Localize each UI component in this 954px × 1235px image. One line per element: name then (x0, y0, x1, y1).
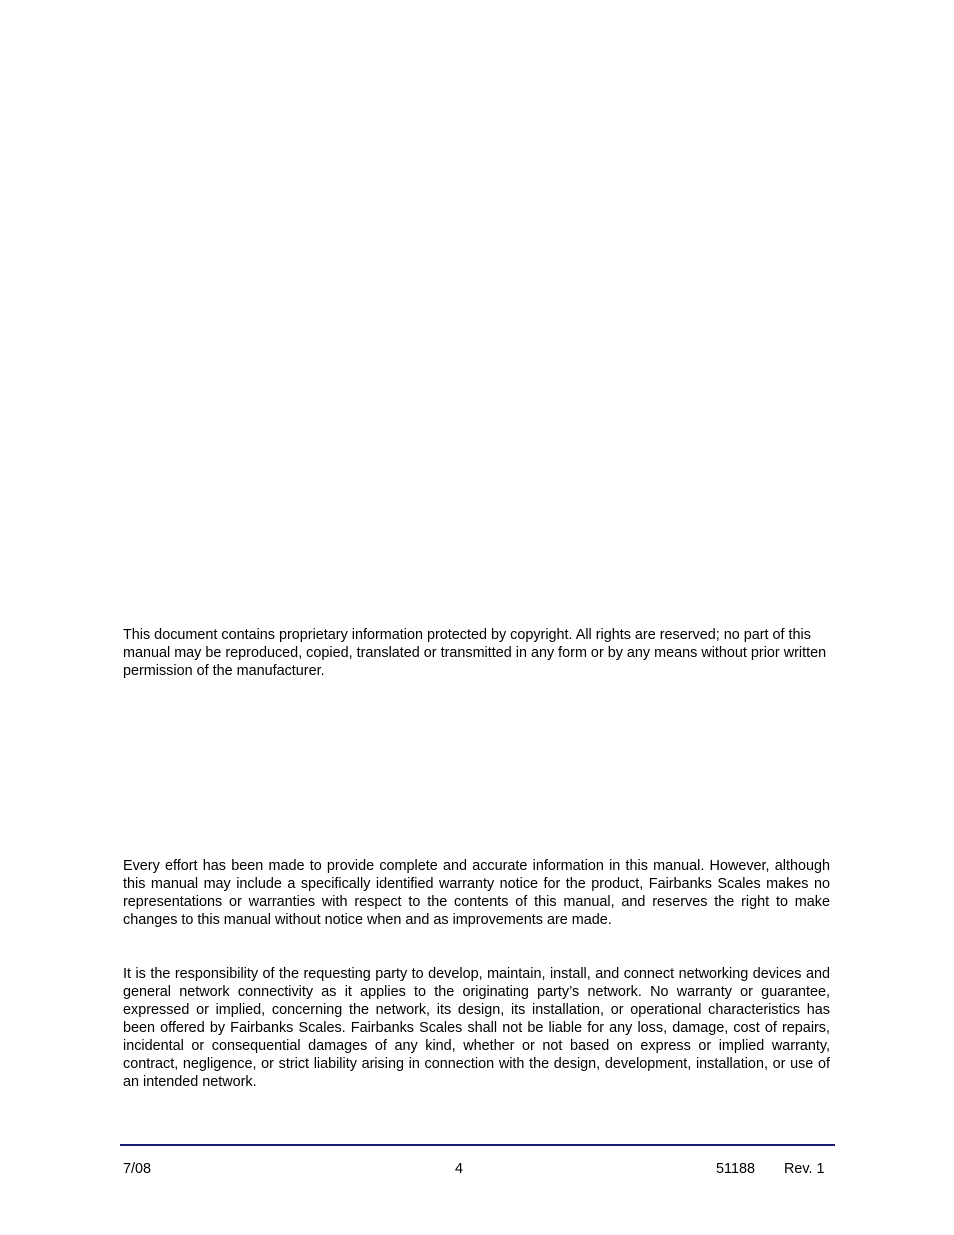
footer-divider (120, 1144, 835, 1146)
disclaimer-paragraph: Every effort has been made to provide complete and accurate information in this manual. However, although this manual may include a specifically identified warranty notice for the product, Fairbanks Scales makes no representations or warranties with respect to the contents of this manual, and reserves the right to make changes to this manual without notice when and as improvements are made. (123, 858, 830, 928)
network-responsibility-paragraph: It is the responsibility of the requesting party to develop, maintain, install, and connect networking devices and general network connectivity as it applies to the originating party’s network. No warranty or guarantee, expressed or implied, concerning the network, its design, its installation, or operational characteristics has been offered by Fairbanks Scales. Fairbanks Scales shall not be liable for any loss, damage, cost of repairs, incidental or consequential damages of any kind, whether or not based on express or implied warranty, contract, negligence, or strict liability arising in connection with the design, development, installation, or use of an intended network. (123, 966, 830, 1090)
footer-document-number: 51188 (716, 1161, 755, 1177)
footer-date: 7/08 (123, 1161, 152, 1177)
footer-page-number: 4 (455, 1161, 464, 1177)
copyright-notice: This document contains proprietary information protected by copyright. All rights are reserved; no part of this manual may be reproduced, copied, translated or transmitted in any form or by any means without prior written permission of the manufacturer. (123, 627, 827, 679)
footer-revision: Rev. 1 (784, 1161, 825, 1177)
